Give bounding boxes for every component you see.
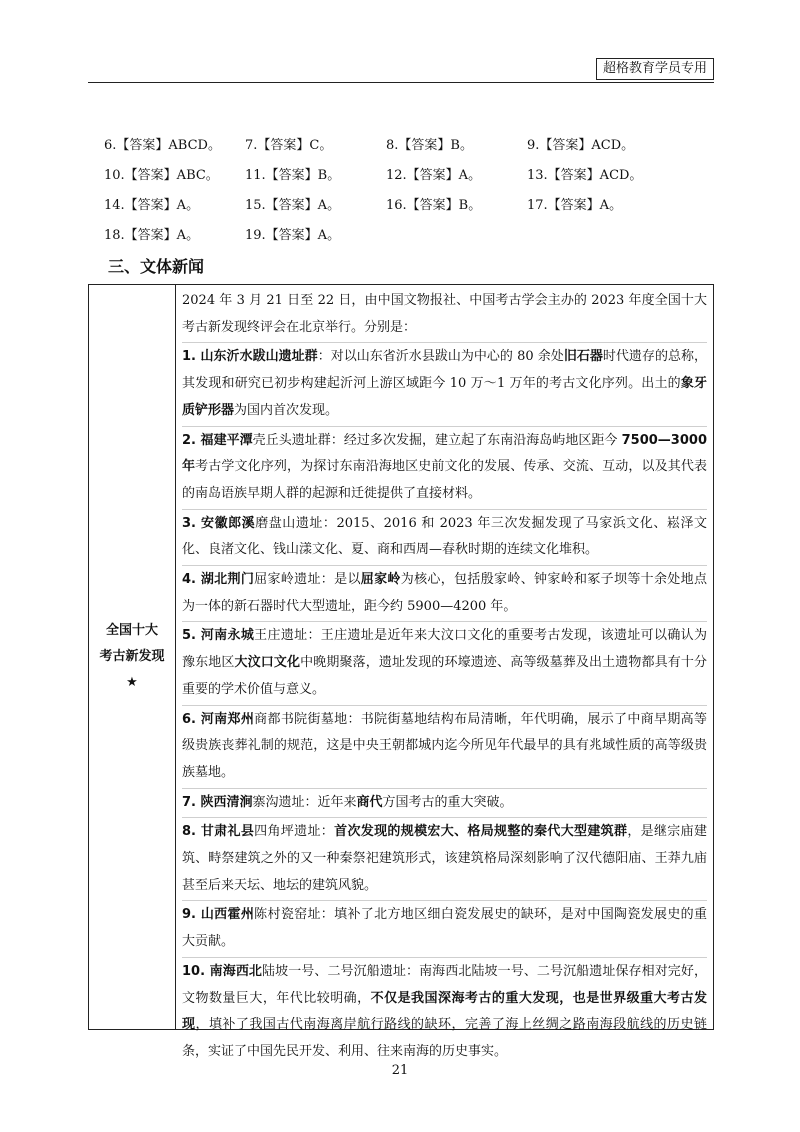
body-text: 中晚期聚落，遗址发现的环壕遗迹、高等级墓葬及出土遗物都具有十分重要的学术价值与意义。 [182, 655, 707, 697]
answer-row [104, 188, 704, 218]
bold-text: 大汶口文化 [234, 655, 301, 671]
bold-text: 象牙质铲形器 [182, 376, 707, 418]
body-text: 陈村瓷窑址：填补了北方地区细白瓷发展史的缺环，是对中国陶瓷发展史的重大贡献。 [182, 907, 707, 950]
body-text: 时代遗存的总称，其发现和研究已初步构建起沂河上游区域距今 10 万～1 万年的考古文化序列。出土的 [182, 349, 707, 392]
bold-text: 7500—3000 年 [182, 432, 707, 475]
answer-item: 12.【答案】A。 [386, 167, 482, 183]
answer-item: 13.【答案】ACD。 [527, 167, 643, 183]
answer-item: 16.【答案】B。 [386, 197, 482, 213]
news-item [182, 789, 707, 819]
answer-item: 11.【答案】B。 [245, 167, 341, 183]
bold-text: 10. 南海西北 [182, 963, 263, 979]
bold-text: 2. 福建平潭 [182, 432, 253, 448]
news-item [182, 901, 707, 957]
body-text: 屈家岭遗址：是以 [254, 572, 361, 588]
body-text: 考古学文化序列，为探讨东南沿海地区史前文化的发展、传承、交流、互动，以及其代表的南岛语族早期人群的起源和迁徙提供了直接材料。 [182, 459, 707, 501]
bold-text: 旧石器 [563, 349, 603, 365]
bold-text: 商代 [356, 794, 383, 810]
body-text: 四角坪遗址： [254, 824, 335, 840]
header-rule [88, 82, 714, 83]
body-text: 陆坡一号、二号沉船遗址：南海西北陆坡一号、二号沉船遗址保存相对完好，文物数量巨大，年代比较明确， [182, 963, 707, 1006]
body-text: ：对以山东省沂水县跋山为中心的 80 余处 [317, 349, 564, 365]
bold-text: 9. 山西霍州 [182, 907, 255, 923]
answer-item: 14.【答案】A。 [104, 197, 200, 213]
bold-text: 屈家岭 [360, 572, 401, 588]
answer-item: 8.【答案】B。 [386, 137, 473, 153]
body-text: 商都书院街墓地：书院街墓地结构布局清晰，年代明确，展示了中商早期高等级贵族丧葬礼制的规范，这是中央王朝都城内迄今所见年代最早的具有兆域性质的高等级贵族墓地。 [182, 711, 707, 780]
body-text: 寨沟遗址：近年来 [252, 794, 357, 810]
body-text: 方国考古的重大突破。 [382, 794, 513, 810]
news-item [182, 287, 707, 343]
bold-text: 4. 湖北荆门 [182, 572, 255, 588]
answer-item: 15.【答案】A。 [245, 197, 341, 213]
answer-list [104, 128, 704, 248]
body-text: 王庄遗址：王庄遗址是近年来大汶口文化的重要考古发现，该遗址可以确认为豫东地区 [182, 628, 707, 671]
bold-text: 3. 安徽郎溪 [182, 515, 256, 531]
section-title: 三、文体新闻 [108, 257, 205, 276]
news-item [182, 622, 707, 705]
body-text: ，填补了我国古代南海离岸航行路线的缺环，完善了海上丝绸之路南海段航线的历史链条，实证了中国先民开发、利用、往来南海的历史事实。 [182, 1017, 707, 1059]
bold-text: 7. 陕西清涧 [182, 794, 253, 810]
bold-text: 1. 山东沂水跋山遗址群 [182, 349, 318, 365]
star-icon: ★ [126, 675, 138, 690]
news-items [176, 285, 713, 1059]
news-item [182, 818, 707, 901]
bold-text: 首次发现的规模宏大、格局规整的秦代大型建筑群 [334, 824, 628, 840]
answer-row [104, 158, 704, 188]
category-line-2: 考古新发现 [99, 649, 165, 664]
answer-item: 6.【答案】ABCD。 [104, 137, 221, 153]
news-item [182, 343, 707, 426]
news-item [182, 427, 707, 510]
bold-text: 5. 河南永城 [182, 628, 255, 644]
page-number: 21 [391, 1063, 409, 1078]
answer-item: 9.【答案】ACD。 [527, 137, 635, 153]
news-table [88, 284, 714, 1059]
answer-item: 10.【答案】ABC。 [104, 167, 219, 183]
category-cell [89, 285, 176, 1029]
body-text: 壳丘头遗址群：经过多次发掘，建立起了东南沿海岛屿地区距今 [252, 432, 622, 448]
news-item [182, 706, 707, 789]
answer-item: 18.【答案】A。 [104, 227, 200, 243]
body-text: 为核心，包括殷家岭、钟家岭和冢子坝等十余处地点为一体的新石器时代大型遗址，距今约 5900—4200 年。 [182, 572, 707, 614]
header-label: 超格教育学员专用 [596, 58, 714, 80]
answer-row [104, 128, 704, 158]
body-text: 为国内首次发现。 [234, 402, 339, 418]
news-item [182, 566, 707, 622]
answer-item: 7.【答案】C。 [245, 137, 333, 153]
answer-item: 19.【答案】A。 [245, 227, 341, 243]
news-item [182, 510, 707, 566]
body-text: 磨盘山遗址：2015、2016 和 2023 年三次发掘发现了马家浜文化、崧泽文化、良渚文化、钱山漾文化、夏、商和西周—春秋时期的连续文化堆积。 [182, 515, 707, 558]
bold-text: 8. 甘肃礼县 [182, 824, 255, 840]
bold-text: 不仅是我国深海考古的重大发现，也是世界级重大考古发现 [182, 990, 707, 1033]
news-item [182, 958, 707, 1067]
answer-item: 17.【答案】A。 [527, 197, 623, 213]
bold-text: 6. 河南郑州 [182, 711, 255, 727]
body-text: 2024 年 3 月 21 日至 22 日，由中国文物报社、中国考古学会主办的 2023 年度全国十大考古新发现终评会在北京举行。分别是： [182, 293, 707, 335]
category-line-1: 全国十大 [105, 623, 158, 638]
body-text: ，是继宗庙建筑、畤祭建筑之外的又一种秦祭祀建筑形式，该建筑格局深刻影响了汉代德阳庙、王莽九庙甚至后来天坛、地坛的建筑风貌。 [182, 824, 707, 893]
answer-row [104, 218, 704, 248]
